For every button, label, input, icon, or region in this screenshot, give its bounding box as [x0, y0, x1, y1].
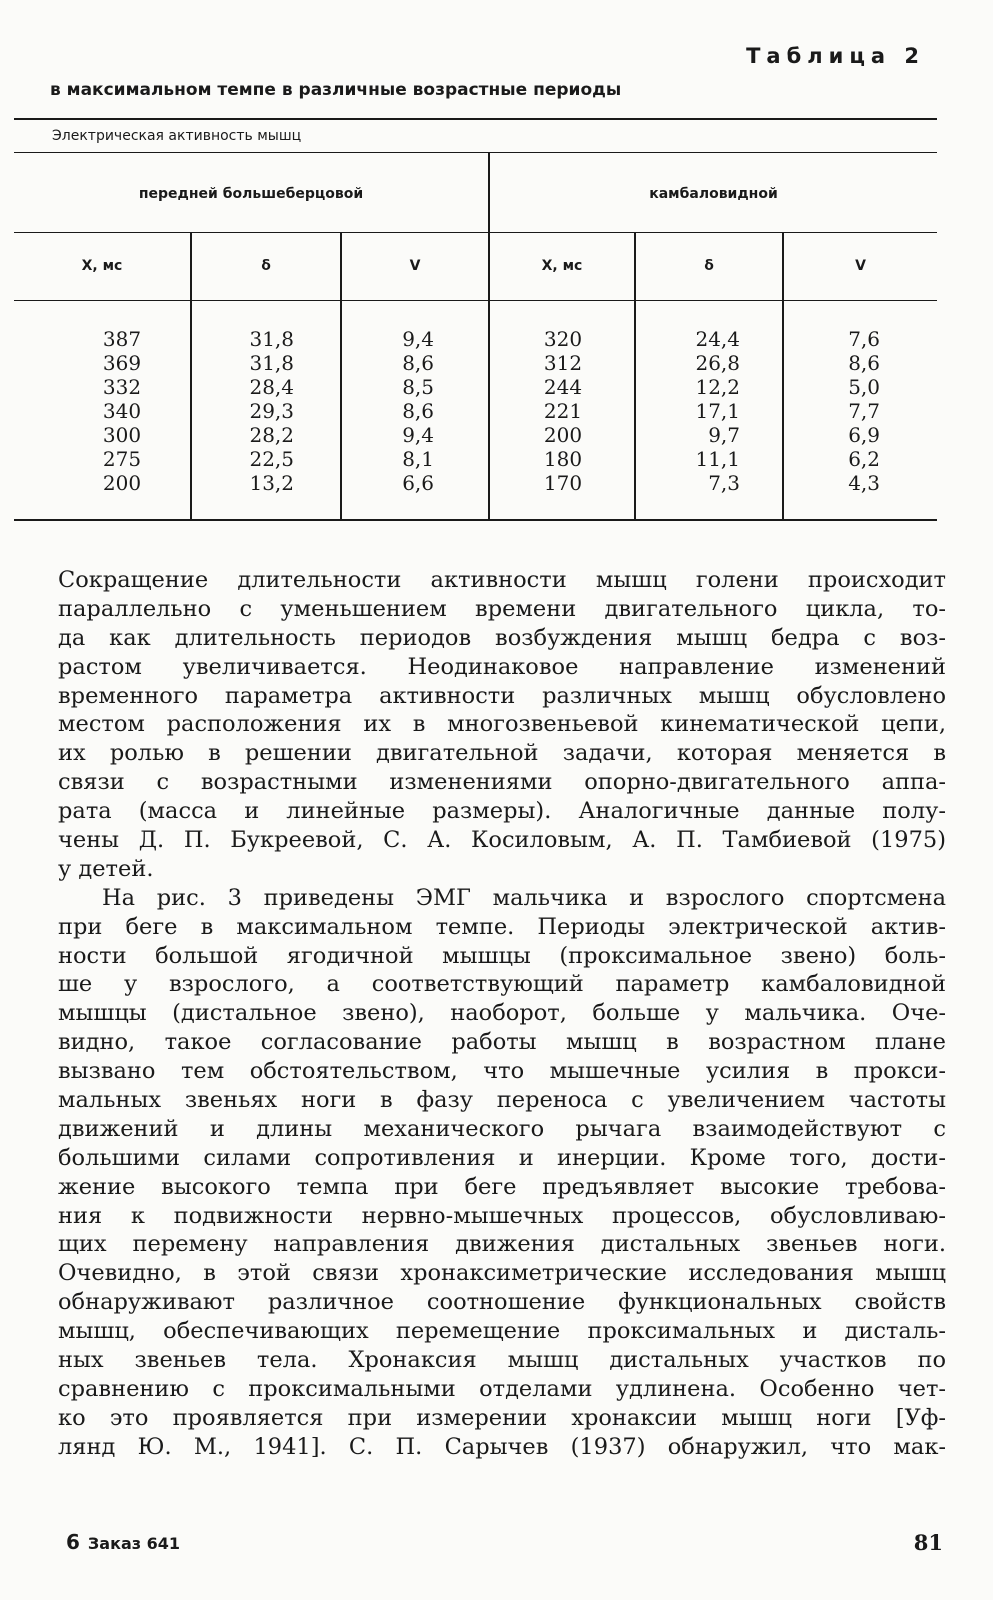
table-cell: 8,6	[848, 351, 880, 375]
text-line: связи с возрастными изменениями опорно-двигательного аппа-	[58, 769, 946, 796]
table-cell: 5,0	[848, 375, 880, 399]
print-signature	[66, 1530, 180, 1554]
text-line: параллельно с уменьшением времени двигательного цикла, то-	[58, 595, 946, 622]
table-cell: 26,8	[695, 351, 740, 375]
text-line: видно, такое согласование работы мышц в возрастном плане	[58, 1029, 946, 1056]
text-line: чены Д. П. Букреевой, С. А. Косиловым, А. П. Тамбиевой (1975)	[58, 827, 946, 854]
text-line: Сокращение длительности активности мышц голени происходит	[58, 567, 946, 593]
table-cell: 332	[102, 375, 142, 399]
column-divider	[340, 232, 342, 519]
table-cell: 6,6	[402, 471, 434, 495]
column-header: X, мс	[541, 258, 583, 274]
table-cell: 4,3	[848, 471, 880, 495]
table-cell: 28,4	[249, 375, 294, 399]
text-line: вызвано тем обстоятельством, что мышечные усилия в прокси-	[58, 1058, 946, 1085]
table-super-header: Электрическая активность мышц	[52, 128, 302, 144]
column-divider	[634, 232, 636, 519]
table-cell: 17,1	[695, 399, 740, 423]
text-line: растом увеличивается. Неодинаковое направление изменений	[58, 653, 946, 680]
table-cell: 170	[543, 471, 583, 495]
table-cell: 369	[102, 351, 142, 375]
text-line: ных звеньев тела. Хронаксия мышц дистальных участков по	[58, 1347, 946, 1374]
data-column-x-soleus	[532, 327, 594, 495]
table-subheader-rule	[14, 232, 937, 233]
table-cell: 9,4	[402, 327, 434, 351]
table-cell: 200	[102, 471, 142, 495]
table-caption: в максимальном темпе в различные возрастные периоды	[50, 80, 622, 100]
table-cell: 12,2	[695, 375, 740, 399]
group-header-tibialis: передней большеберцовой	[138, 186, 364, 202]
text-line: местом расположения их в многозвеньевой кинематической цепи,	[58, 711, 946, 738]
text-line: щих перемену направления движения дистальных звеньев ноги.	[58, 1231, 946, 1258]
table-cell: 180	[543, 447, 583, 471]
table-cell: 200	[543, 423, 583, 447]
text-line: да как длительность периодов возбуждения мышц бедра с воз-	[58, 624, 946, 651]
text-line: ше у взрослого, а соответствующий параметр камбаловидной	[58, 971, 946, 998]
table-label: Таблица 2	[746, 44, 925, 68]
text-line: ко это проявляется при измерении хронаксии мышц ноги [Уф-	[58, 1404, 946, 1431]
text-line: мальных звеньях ноги в фазу переноса с увеличением частоты	[58, 1087, 946, 1114]
table-cell: 7,6	[848, 327, 880, 351]
text-line: жение высокого темпа при беге предъявляет высокие требова-	[58, 1173, 946, 1200]
table-cell: 22,5	[249, 447, 294, 471]
table-cell: 6,9	[848, 423, 880, 447]
table-columns-rule	[14, 300, 937, 301]
column-divider	[488, 232, 490, 519]
text-line: мышцы (дистальное звено), наоборот, больше у мальчика. Оче-	[58, 1000, 946, 1027]
table-cell: 312	[543, 351, 583, 375]
text-line: сравнению с проксимальными отделами удлинена. Особенно чет-	[58, 1375, 946, 1402]
table-cell: 9,4	[402, 423, 434, 447]
table-cell: 13,2	[249, 471, 294, 495]
table-header-rule	[14, 152, 937, 153]
text-line: мышц, обеспечивающих перемещение проксимальных и дисталь-	[58, 1318, 946, 1345]
body-text	[58, 566, 946, 1462]
column-divider	[190, 232, 192, 519]
text-line: рата (масса и линейные размеры). Аналогичные данные полу-	[58, 798, 946, 825]
data-column-delta-soleus	[664, 327, 740, 495]
text-line: большими силами сопротивления и инерции. Кроме того, дости-	[58, 1144, 946, 1171]
table-cell: 11,1	[695, 447, 740, 471]
column-header: δ	[704, 258, 714, 274]
data-column-v-tibialis	[372, 327, 434, 495]
text-line: лянд Ю. М., 1941]. С. П. Сарычев (1937) обнаружил, что мак-	[58, 1433, 946, 1460]
table-cell: 7,3	[708, 471, 740, 495]
table-cell: 300	[102, 423, 142, 447]
data-column-x-tibialis	[92, 327, 152, 495]
table-cell: 24,4	[695, 327, 740, 351]
table-cell: 9,7	[708, 423, 740, 447]
table-cell: 275	[102, 447, 142, 471]
table-cell: 8,1	[402, 447, 434, 471]
table-cell: 340	[102, 399, 142, 423]
group-header-soleus: камбаловидной	[649, 186, 778, 202]
order-number: Заказ 641	[87, 1534, 181, 1553]
column-divider	[782, 232, 784, 519]
table-cell: 6,2	[848, 447, 880, 471]
data-column-delta-tibialis	[222, 327, 294, 495]
table-cell: 8,5	[402, 375, 434, 399]
text-line: ности большой ягодичной мышцы (проксимальное звено) боль-	[58, 942, 946, 969]
text-line: движений и длины механического рычага взаимодействуют с	[58, 1115, 946, 1142]
table-cell: 320	[543, 327, 583, 351]
column-header: δ	[261, 258, 271, 274]
signature-number: 6	[66, 1530, 80, 1554]
table-cell: 387	[102, 327, 142, 351]
data-column-v-soleus	[820, 327, 880, 495]
table-cell: 29,3	[249, 399, 294, 423]
text-line: при беге в максимальном темпе. Периоды электрической актив-	[58, 913, 946, 940]
table-cell: 31,8	[249, 351, 294, 375]
text-line: временного параметра активности различных мышц обусловлено	[58, 682, 946, 709]
table-cell: 221	[543, 399, 583, 423]
text-line: Очевидно, в этой связи хронаксиметрические исследования мышц	[58, 1260, 946, 1287]
text-line: На рис. 3 приведены ЭМГ мальчика и взрослого спортсмена	[102, 884, 946, 911]
table-cell: 31,8	[249, 327, 294, 351]
text-line: обнаруживают различное соотношение функциональных свойств	[58, 1289, 946, 1316]
table-cell: 28,2	[249, 423, 294, 447]
page-number: 81	[913, 1530, 943, 1555]
table-top-rule	[14, 118, 937, 120]
table-bottom-rule	[14, 519, 937, 521]
column-header: X, мс	[81, 258, 123, 274]
table-cell: 7,7	[848, 399, 880, 423]
table-cell: 8,6	[402, 399, 434, 423]
table-cell: 8,6	[402, 351, 434, 375]
table-cell: 244	[543, 375, 583, 399]
text-line: у детей.	[58, 855, 154, 882]
column-header: V	[855, 258, 866, 274]
text-line: их ролью в решении двигательной задачи, которая меняется в	[58, 740, 946, 767]
text-line: ния к подвижности нервно-мышечных процессов, обусловливаю-	[58, 1202, 946, 1229]
column-header: V	[409, 258, 421, 274]
